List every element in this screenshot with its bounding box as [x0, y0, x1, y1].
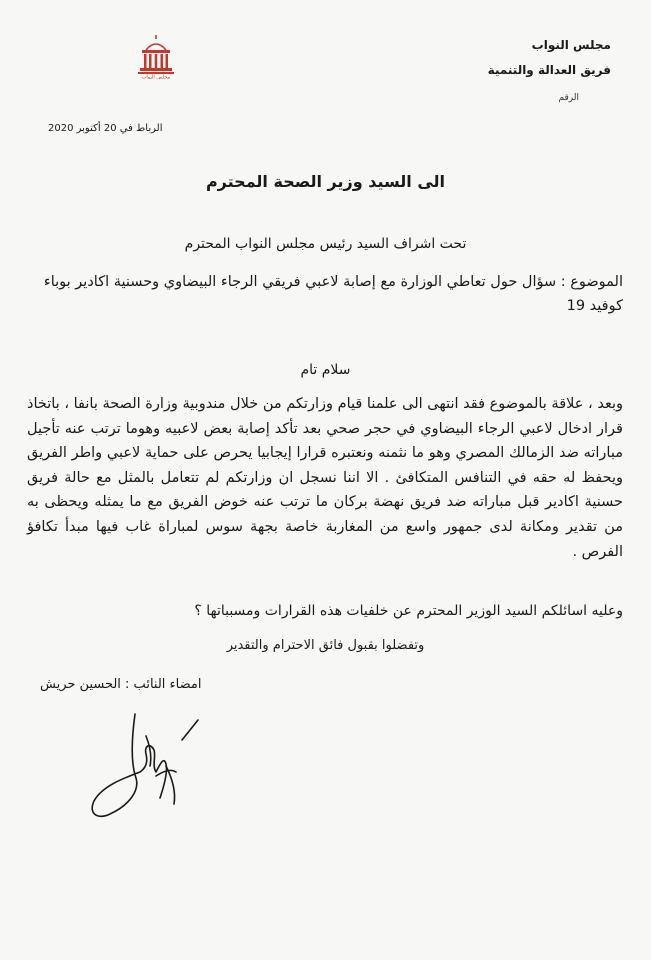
institution-name: مجلس النواب [531, 38, 611, 52]
signature-label: امضاء النائب : الحسين حريش [40, 677, 202, 692]
subject-line: الموضوع : سؤال حول تعاطي الوزارة مع إصابة لاعبي فريقي الرجاء البيضاوي وحسنية اكادير بوباء كوفيد 19 [43, 274, 623, 314]
letter-body: وبعد ، علاقة بالموضوع فقد انتهى الى علمنا قيام وزارتكم من خلال مندوبية وزارة الصحة بانفا ، باتخاذ قرار ادخال لاعبي الرجاء البيضاوي في حجر صحي بعد تأكد إصابة بعض لاعبيه وهوما ترتب عنه تأجيل مباراته ضد الزمالك المصري وهو ما نثمنه ونعتبره قرارا إيجابيا يحرص على حماية لاعبي واطر الفريق ويحفظ له حقه في التنافس المتكافئ . الا اننا نسجل ان وزارتكم لم تتعامل بالمثل مع حالة فريق حسنية اكادير قبل مباراته ضد فريق نهضة بركان ما ترتب عنه خوض الفريق مع ما يمثله ويحظى به من تقدير ومكانة لدى جمهور واسع من المغاربة خاصة بجهة سوس لمباراة غاب فيها مبدأ تكافؤ الفرص . [27, 396, 623, 560]
supervision-line: تحت اشراف السيد رئيس مجلس النواب المحترم [184, 236, 467, 252]
group-name: فريق العدالة والتنمية [487, 63, 611, 77]
reference-label: الرقم [558, 93, 579, 103]
closing-line: وتفضلوا بقبول فائق الاحترام والتقدير [226, 638, 425, 653]
parliament-logo-icon [133, 33, 179, 79]
addressee: الى السيد وزير الصحة المحترم [205, 172, 446, 191]
question-line: وعليه اسائلكم السيد الوزير المحترم عن خلفيات هذه القرارات ومسبباتها ؟ [194, 603, 623, 619]
greeting: سلام تام [300, 362, 351, 378]
logo-caption: مجلس النواب [141, 74, 171, 79]
letter-date: الرباط في 20 أكتوبر 2020 [48, 123, 163, 134]
handwritten-signature-icon [80, 706, 210, 826]
